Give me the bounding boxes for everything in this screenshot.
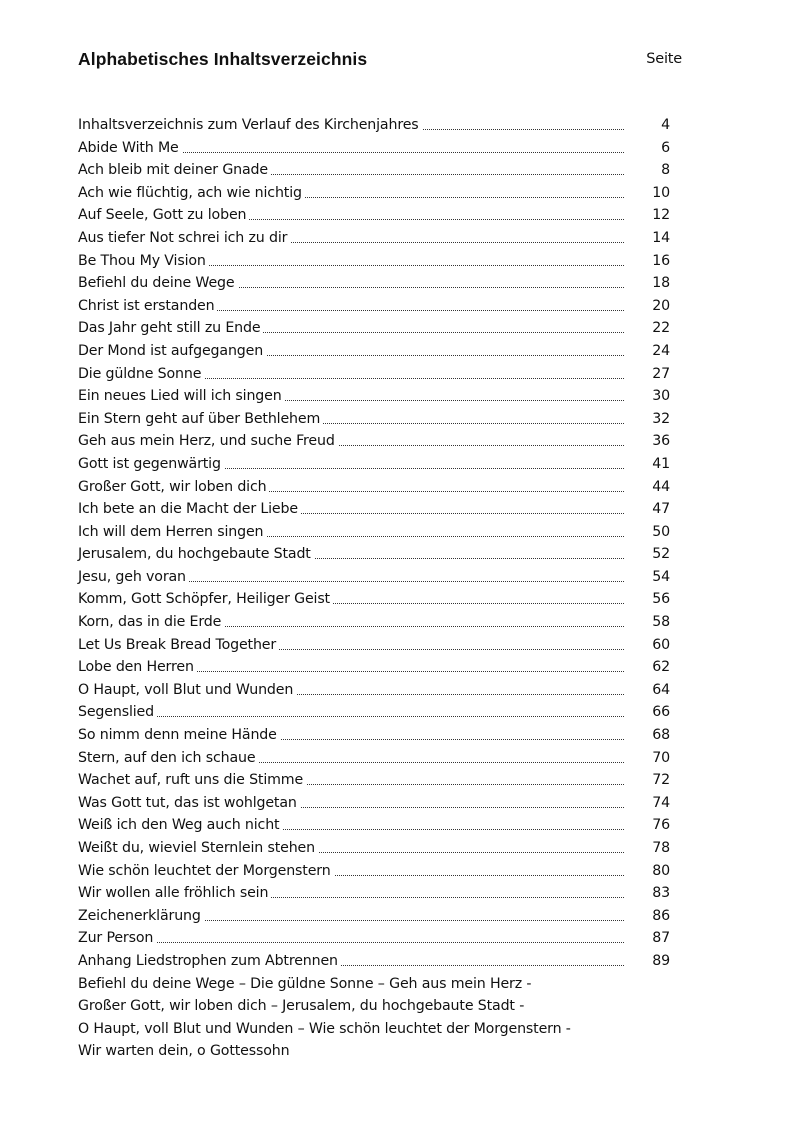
toc-entry-page-number: 41 (652, 455, 670, 472)
toc-entry-title: Gott ist gegenwärtig (78, 453, 224, 476)
toc-entry-page-number: 58 (652, 614, 670, 631)
toc-entry[interactable] (78, 227, 670, 250)
toc-entry-page-number: 8 (661, 162, 670, 179)
toc-entry[interactable] (78, 295, 670, 318)
toc-entry-page-number: 62 (652, 659, 670, 676)
toc-entry[interactable] (78, 814, 670, 837)
toc-entry[interactable] (78, 905, 670, 928)
toc-entry[interactable] (78, 182, 670, 205)
toc-entry-title: Die güldne Sonne (78, 363, 204, 386)
toc-entry-title: Jerusalem, du hochgebaute Stadt (78, 543, 314, 566)
toc-entry-title: Wir wollen alle fröhlich sein (78, 882, 271, 905)
toc-entry-page-number: 14 (652, 229, 670, 246)
toc-entry-title: Komm, Gott Schöpfer, Heiliger Geist (78, 588, 333, 611)
toc-entry-title: Das Jahr geht still zu Ende (78, 317, 263, 340)
toc-entry[interactable] (78, 927, 670, 950)
toc-entry[interactable] (78, 385, 670, 408)
toc-entry[interactable] (78, 747, 670, 770)
toc-entry[interactable] (78, 453, 670, 476)
toc-list (78, 114, 670, 1063)
toc-entry-title: Abide With Me (78, 137, 182, 160)
toc-entry-page-number: 30 (652, 388, 670, 405)
toc-entry-page-number: 87 (652, 930, 670, 947)
toc-entry-title: Stern, auf den ich schaue (78, 747, 258, 770)
toc-entry[interactable] (78, 679, 670, 702)
toc-entry[interactable] (78, 950, 670, 973)
toc-entry-page-number: 27 (652, 365, 670, 382)
appendix-line: Befiehl du deine Wege – Die güldne Sonne – Geh aus mein Herz - (78, 975, 532, 992)
appendix-line: Wir warten dein, o Gottessohn (78, 1043, 290, 1060)
toc-entry-page-number: 83 (652, 885, 670, 902)
toc-entry-page-number: 60 (652, 636, 670, 653)
appendix-line: Großer Gott, wir loben dich – Jerusalem, du hochgebaute Stadt - (78, 998, 525, 1015)
toc-entry-title: Geh aus mein Herz, und suche Freud (78, 430, 338, 453)
toc-entry[interactable] (78, 656, 670, 679)
toc-entry-title: Ach bleib mit deiner Gnade (78, 159, 271, 182)
toc-entry-title: Anhang Liedstrophen zum Abtrennen (78, 950, 341, 973)
toc-entry-title: O Haupt, voll Blut und Wunden (78, 679, 296, 702)
toc-entry-page-number: 54 (652, 568, 670, 585)
toc-entry[interactable] (78, 724, 670, 747)
toc-entry-title: Aus tiefer Not schrei ich zu dir (78, 227, 290, 250)
toc-entry[interactable] (78, 634, 670, 657)
toc-entry-page-number: 32 (652, 410, 670, 427)
toc-entry[interactable] (78, 114, 670, 137)
toc-entry[interactable] (78, 408, 670, 431)
toc-entry[interactable] (78, 363, 670, 386)
toc-entry-title: Befiehl du deine Wege (78, 272, 238, 295)
toc-entry-title: Lobe den Herren (78, 656, 197, 679)
toc-entry-title: Christ ist erstanden (78, 295, 217, 318)
toc-entry-page-number: 36 (652, 433, 670, 450)
toc-entry-title: Was Gott tut, das ist wohlgetan (78, 792, 300, 815)
toc-entry-page-number: 50 (652, 523, 670, 540)
toc-entry-title: Korn, das in die Erde (78, 611, 224, 634)
page-title: Alphabetisches Inhaltsverzeichnis (78, 49, 368, 69)
dot-leader (78, 716, 624, 717)
toc-entry-title: Wie schön leuchtet der Morgenstern (78, 860, 334, 883)
toc-entry-page-number: 18 (652, 275, 670, 292)
toc-entry-page-number: 12 (652, 207, 670, 224)
toc-entry[interactable] (78, 137, 670, 160)
toc-entry-title: Be Thou My Vision (78, 250, 209, 273)
toc-entry[interactable] (78, 521, 670, 544)
toc-entry-page-number: 86 (652, 907, 670, 924)
toc-entry[interactable] (78, 543, 670, 566)
toc-entry-page-number: 78 (652, 840, 670, 856)
toc-entry-page-number: 56 (652, 591, 670, 608)
toc-entry-page-number: 10 (652, 184, 670, 201)
appendix-song-list (78, 973, 670, 1063)
toc-entry-page-number: 89 (652, 952, 670, 969)
toc-entry-title: Segenslied (78, 701, 157, 724)
toc-entry-title: Let Us Break Bread Together (78, 634, 279, 657)
toc-entry[interactable] (78, 476, 670, 499)
appendix-line: O Haupt, voll Blut und Wunden – Wie schön leuchtet der Morgenstern - (78, 1020, 571, 1037)
toc-entry-page-number: 52 (652, 546, 670, 563)
toc-entry[interactable] (78, 250, 670, 273)
toc-entry-page-number: 76 (652, 817, 670, 834)
toc-entry-title: Großer Gott, wir loben dich (78, 476, 269, 499)
toc-entry-title: Jesu, geh voran (78, 566, 189, 589)
page-column-label: Seite (646, 51, 682, 67)
dot-leader (78, 942, 624, 943)
toc-entry-title: Inhaltsverzeichnis zum Verlauf des Kirchenjahres (78, 114, 422, 137)
toc-entry[interactable] (78, 837, 670, 860)
toc-entry-title: Ein Stern geht auf über Bethlehem (78, 408, 323, 431)
toc-entry-title: Zeichenerklärung (78, 905, 204, 928)
toc-entry-page-number: 70 (652, 749, 670, 766)
toc-entry-page-number: 74 (652, 794, 670, 811)
toc-entry-page-number: 66 (652, 704, 670, 721)
toc-entry-page-number: 22 (652, 320, 670, 337)
toc-entry[interactable] (78, 611, 670, 634)
toc-entry-title: Ein neues Lied will ich singen (78, 385, 285, 408)
toc-entry-page-number: 68 (652, 727, 670, 744)
toc-entry[interactable] (78, 566, 670, 589)
toc-entry[interactable] (78, 882, 670, 905)
toc-entry[interactable] (78, 769, 670, 792)
toc-entry[interactable] (78, 860, 670, 883)
toc-entry[interactable] (78, 159, 670, 182)
toc-entry-page-number: 72 (652, 772, 670, 789)
toc-entry-title: Ich bete an die Macht der Liebe (78, 498, 301, 521)
toc-entry[interactable] (78, 498, 670, 521)
toc-entry-title: Der Mond ist aufgegangen (78, 340, 266, 363)
toc-entry[interactable] (78, 317, 670, 340)
toc-entry[interactable] (78, 204, 670, 227)
toc-entry[interactable] (78, 588, 670, 611)
toc-entry[interactable] (78, 272, 670, 295)
toc-entry-title: Wachet auf, ruft uns die Stimme (78, 769, 306, 792)
toc-entry-title: Zur Person (78, 927, 156, 950)
toc-entry-title: Auf Seele, Gott zu loben (78, 204, 249, 227)
toc-entry[interactable] (78, 340, 670, 363)
toc-entry-title: Weißt du, wieviel Sternlein stehen (78, 837, 318, 860)
toc-entry-page-number: 80 (652, 862, 670, 879)
toc-entry-title: Ich will dem Herren singen (78, 521, 266, 544)
toc-entry-page-number: 47 (652, 501, 670, 518)
toc-entry[interactable] (78, 430, 670, 453)
toc-entry-page-number: 44 (652, 478, 670, 495)
toc-entry[interactable] (78, 792, 670, 815)
page-header (78, 49, 682, 73)
toc-entry-page-number: 64 (652, 681, 670, 698)
toc-entry-title: Weiß ich den Weg auch nicht (78, 814, 282, 837)
toc-entry-page-number: 20 (652, 297, 670, 314)
toc-entry-title: Ach wie flüchtig, ach wie nichtig (78, 182, 305, 205)
toc-entry-page-number: 16 (652, 252, 670, 269)
toc-entry-page-number: 6 (661, 139, 670, 156)
toc-entry-page-number: 24 (652, 342, 670, 359)
toc-entry-page-number: 4 (661, 117, 670, 133)
toc-entry[interactable] (78, 701, 670, 724)
toc-entry-title: So nimm denn meine Hände (78, 724, 280, 747)
